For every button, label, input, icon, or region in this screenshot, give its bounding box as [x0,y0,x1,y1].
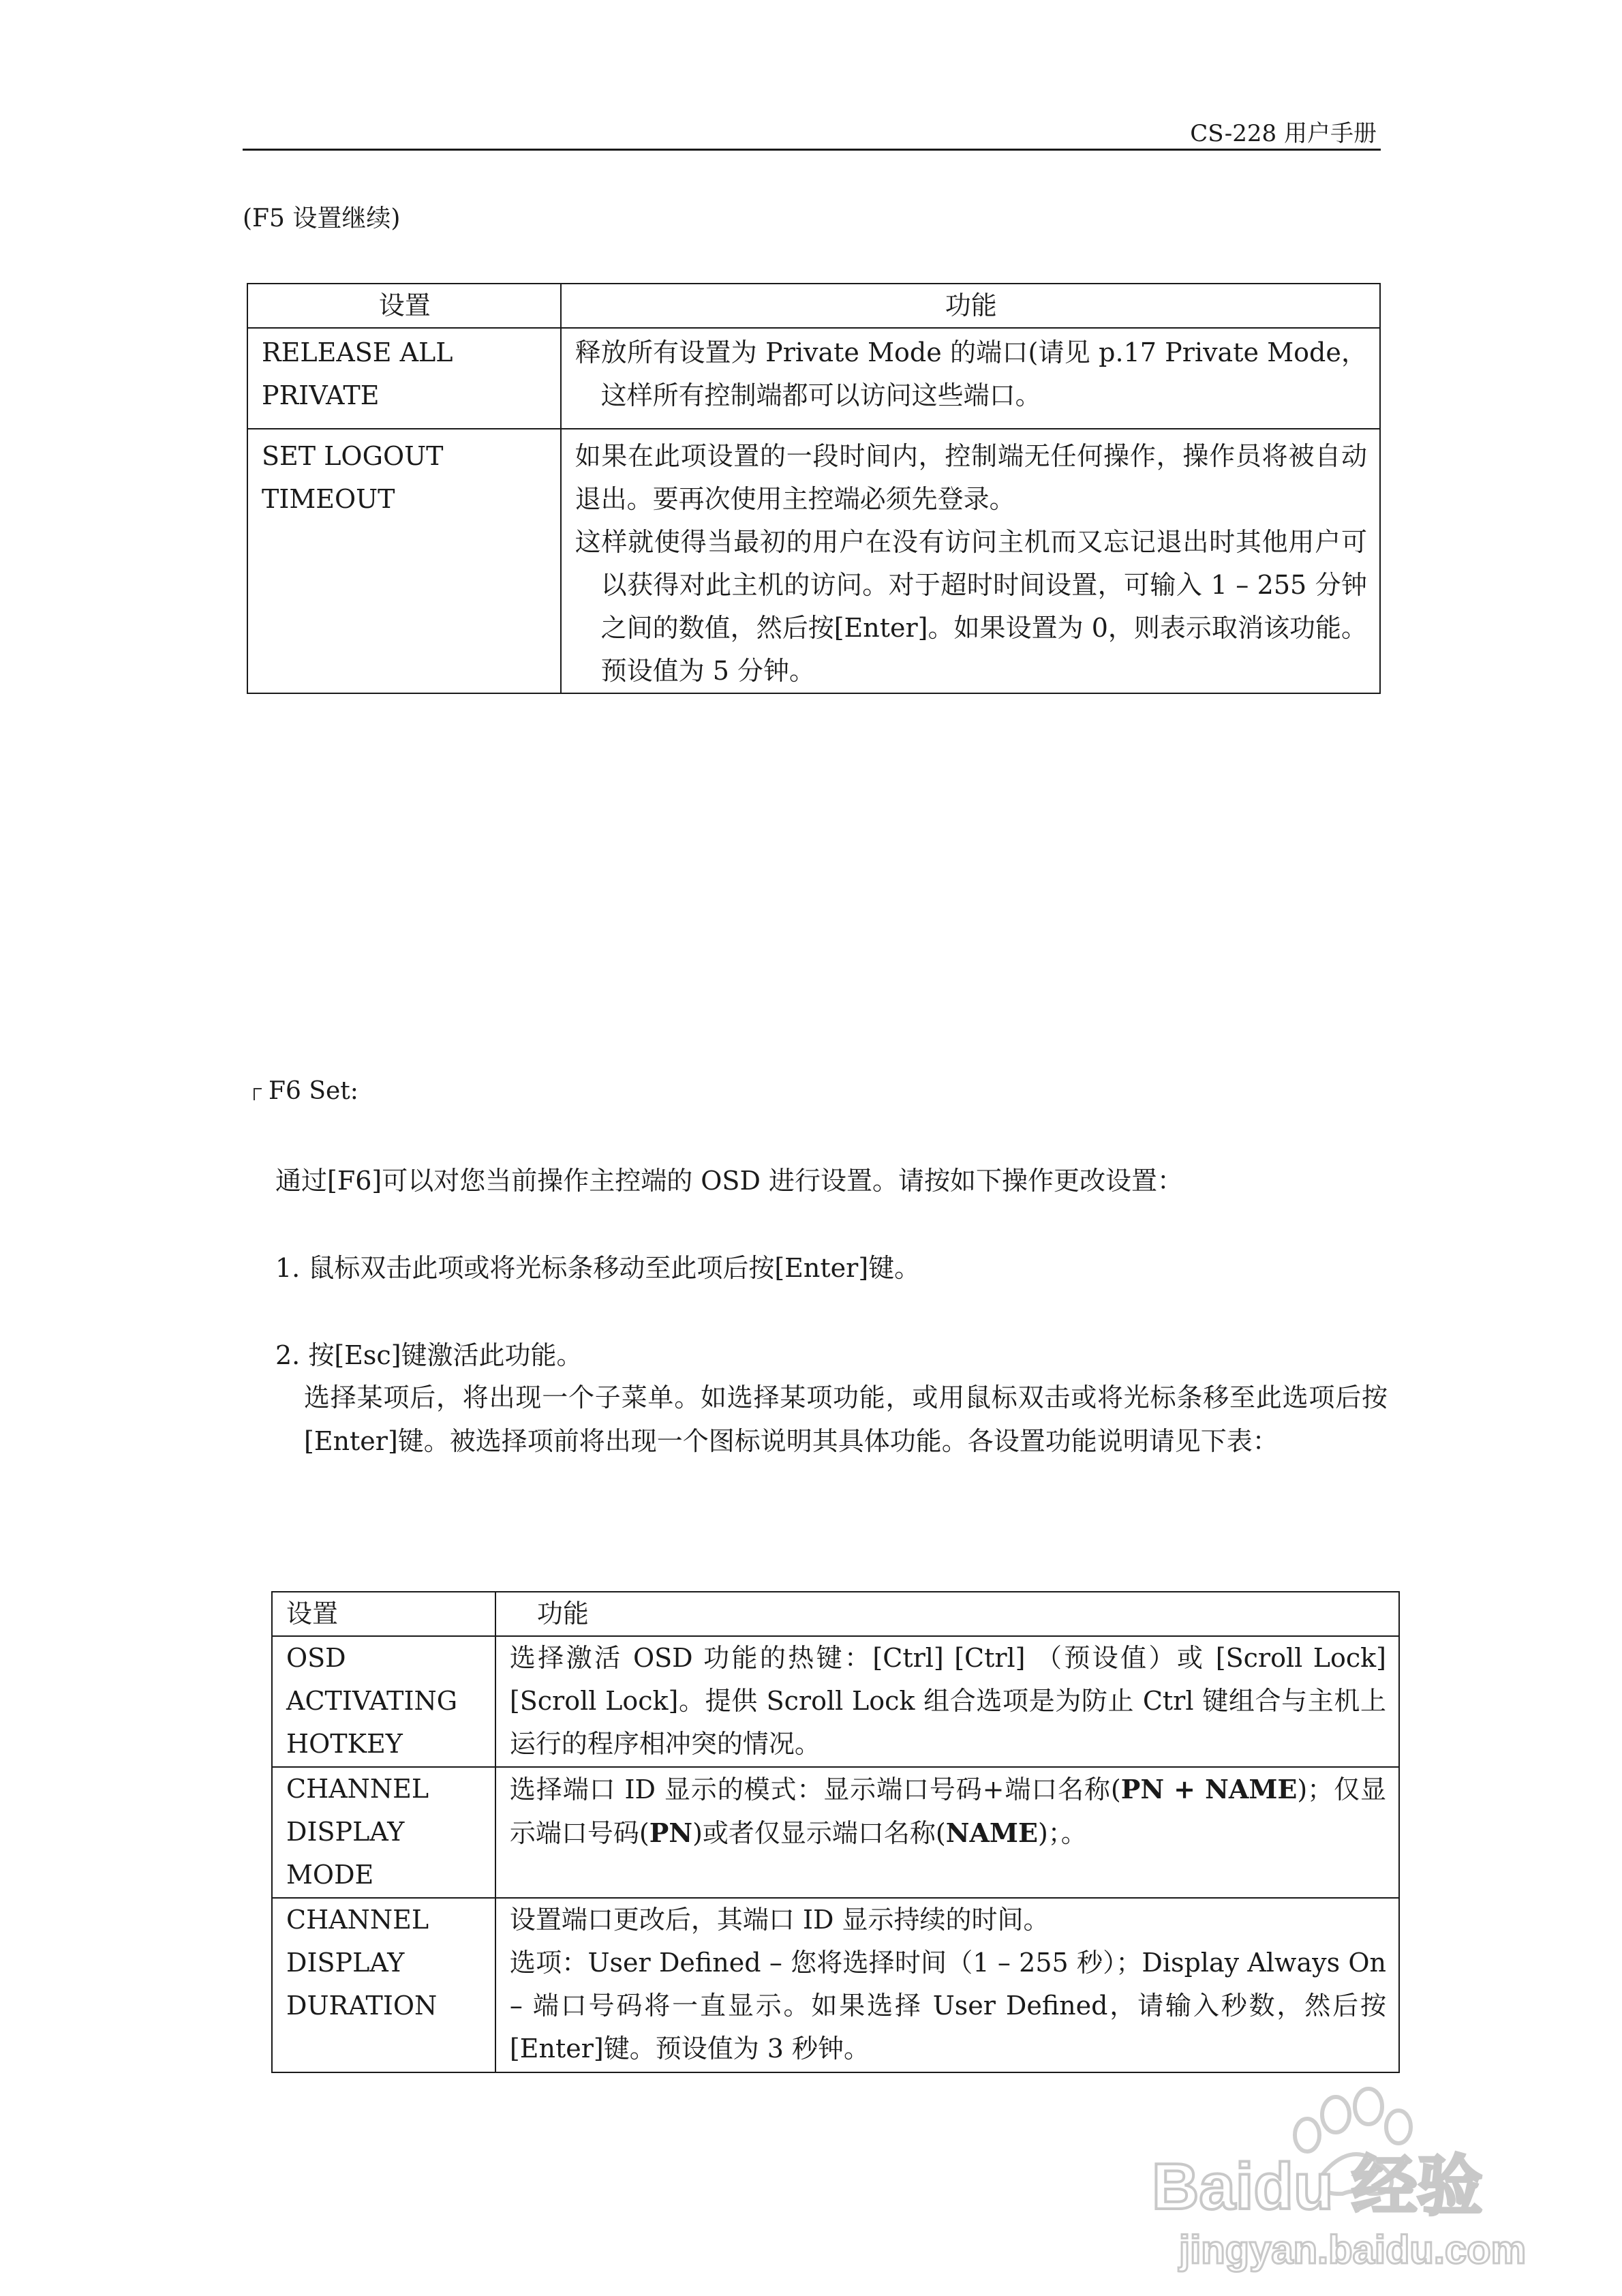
setting-cell: SET LOGOUT TIMEOUT [247,429,561,693]
setting-cell: CHANNEL DISPLAY DURATION [272,1898,495,2072]
step-1 [275,1246,1393,1290]
watermark-url: jingyan.baidu.com [1179,2228,1527,2272]
step-number: 2. [275,1340,301,1370]
baidu-jingyan-watermark [1152,2079,1533,2284]
step-2 [275,1333,1393,1377]
col-header-function: 功能 [495,1592,1399,1636]
header-rule [243,149,1381,151]
step-text: 按[Esc]键激活此功能。 [308,1340,583,1370]
function-cell: 如果在此项设置的一段时间内，控制端无任何操作，操作员将被自动退出。要再次使用主控端必须先登录。 这样就使得当最初的用户在没有访问主机而又忘记退出时其他用户可以获得对此主机的访问。对于超时时间设置，可输入 1 – 255 分钟之间的数值，然后按[Enter]。如果设置为 0，则表示取消该功能。预设值为 5 分钟。 [561,429,1380,693]
function-cell: 设置端口更改后，其端口 ID 显示持续的时间。 选项：User Defined – 您将选择时间（1 – 255 秒）；Display Always On – 端口号码将一直显示。如果选择 User Defined，请输入秒数，然后按[Enter]键。预设值为 3 秒钟。 [495,1898,1399,2072]
step-2-detail: 选择某项后，将出现一个子菜单。如选择某项功能，或用鼠标双击或将光标条移至此选项后按[Enter]键。被选择项前将出现一个图标说明其具体功能。各设置功能说明请见下表： [304,1383,1388,1456]
table-header-row [272,1592,1399,1636]
f6-intro: 通过[F6]可以对您当前操作主控端的 OSD 进行设置。请按如下操作更改设置： [275,1166,1184,1196]
table-row [272,1898,1399,2072]
table-row [272,1767,1399,1898]
f6-settings-table [271,1591,1400,2073]
function-cell [495,1767,1399,1898]
channel-display-mode-text: 选择端口 ID 显示的模式：显示端口号码+端口名称(PN + NAME)；仅显示端口号码(PN)或者仅显示端口名称(NAME)；。 [509,1774,1387,1848]
function-cell: 选择激活 OSD 功能的热键：[Ctrl] [Ctrl] （预设值）或 [Scroll Lock] [Scroll Lock]。提供 Scroll Lock 组合选项是为防止 Ctrl 键组合与主机上运行的程序相冲突的情况。 [495,1636,1399,1767]
col-header-setting: 设置 [247,284,561,328]
watermark-logo: Baidu 经验 [1152,2150,1483,2223]
setting-cell: CHANNEL DISPLAY MODE [272,1767,495,1898]
table-header-row [247,284,1380,328]
f5-heading: (F5 设置继续) [243,205,401,232]
col-header-setting: 设置 [272,1592,495,1636]
page-header-title: CS-228 用户手册 [1190,120,1377,147]
table-row [272,1636,1399,1767]
setting-cell: OSD ACTIVATING HOTKEY [272,1636,495,1767]
section-marker-icon [254,1088,262,1100]
table-row [247,328,1380,429]
f6-heading: F6 Set: [269,1077,358,1105]
table-row [247,429,1380,693]
step-text: 鼠标双击此项或将光标条移动至此项后按[Enter]键。 [308,1253,921,1283]
f5-settings-table [247,283,1381,694]
step-number: 1. [275,1253,301,1283]
col-header-function: 功能 [561,284,1380,328]
setting-cell: RELEASE ALL PRIVATE [247,328,561,429]
function-cell: 释放所有设置为 Private Mode 的端口(请见 p.17 Private Mode，这样所有控制端都可以访问这些端口。 [561,328,1380,429]
